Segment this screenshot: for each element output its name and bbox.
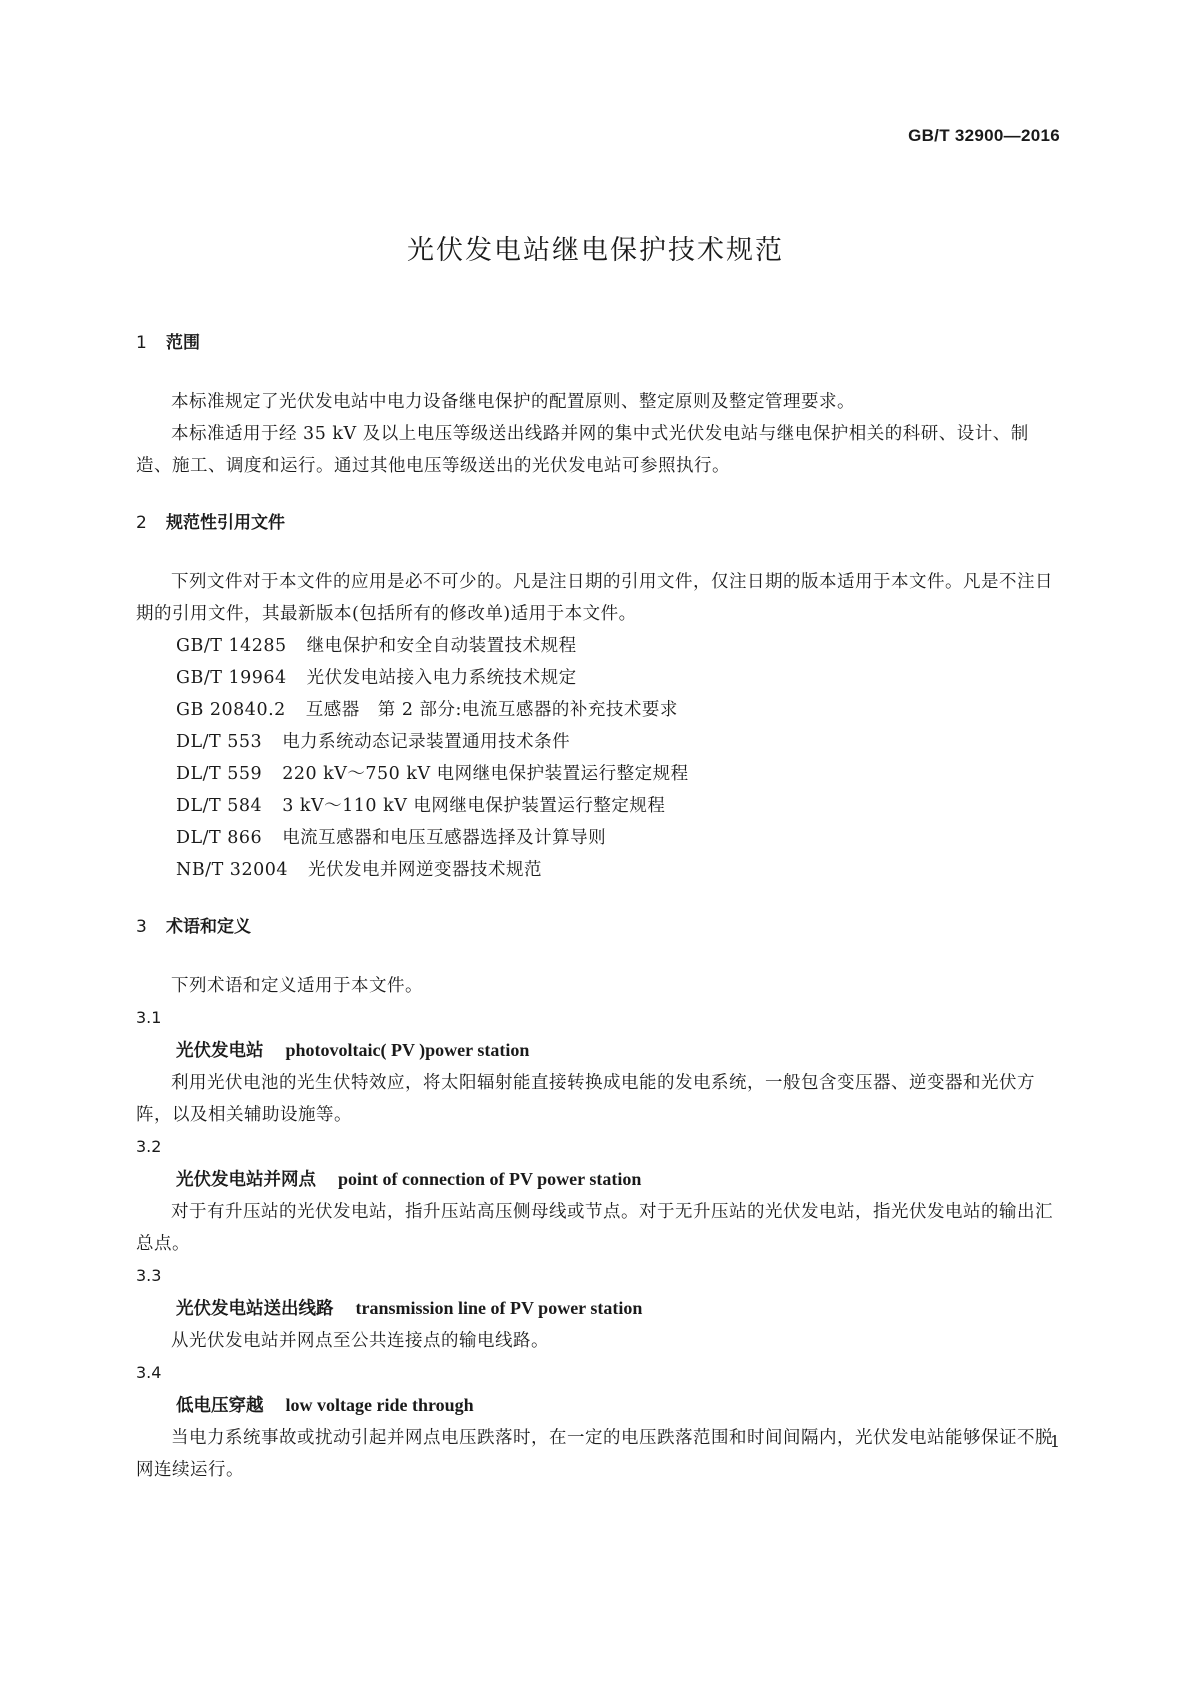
reference-item (136, 726, 1056, 758)
term-heading (136, 1034, 1056, 1067)
reference-title: 电流互感器和电压互感器选择及计算导则 (282, 828, 607, 848)
section-heading-scope (136, 330, 1056, 356)
reference-code: DL/T 584 (176, 796, 263, 816)
reference-item (136, 662, 1056, 694)
document-body (136, 330, 1056, 1486)
reference-title: 继电保护和安全自动装置技术规程 (306, 636, 577, 656)
reference-item (136, 694, 1056, 726)
scope-paragraph: 本标准适用于经 35 kV 及以上电压等级送出线路并网的集中式光伏发电站与继电保护相关的科研、设计、制造、施工、调度和运行。通过其他电压等级送出的光伏发电站可参照执行。 (136, 424, 1029, 476)
term-name-zh: 低电压穿越 (176, 1396, 264, 1416)
term-definition: 从光伏发电站并网点至公共连接点的输电线路。 (171, 1331, 549, 1351)
reference-title: 220 kV～750 kV 电网继电保护装置运行整定规程 (282, 764, 689, 784)
term-number: 3.4 (136, 1363, 162, 1382)
reference-code: GB/T 19964 (176, 668, 287, 688)
reference-item (136, 854, 1056, 886)
reference-title: 光伏发电站接入电力系统技术规定 (306, 668, 577, 688)
reference-title: 3 kV～110 kV 电网继电保护装置运行整定规程 (282, 796, 666, 816)
terms-intro: 下列术语和定义适用于本文件。 (171, 976, 423, 996)
document-title: 光伏发电站继电保护技术规范 (407, 235, 784, 266)
term-name-zh: 光伏发电站 (176, 1041, 264, 1061)
reference-code: NB/T 32004 (176, 860, 288, 880)
term-number: 3.3 (136, 1266, 162, 1285)
section-title: 范围 (166, 333, 200, 353)
reference-code: DL/T 553 (176, 732, 263, 752)
term-number: 3.1 (136, 1008, 162, 1027)
term-name-en: low voltage ride through (285, 1395, 474, 1415)
reference-item (136, 790, 1056, 822)
reference-item (136, 630, 1056, 662)
reference-title: 电力系统动态记录装置通用技术条件 (282, 732, 571, 752)
term-name-en: photovoltaic( PV )power station (285, 1040, 530, 1060)
section-title: 规范性引用文件 (166, 513, 285, 533)
term-heading (136, 1292, 1056, 1325)
section-number: 2 (136, 513, 147, 533)
term-name-zh: 光伏发电站送出线路 (176, 1299, 334, 1319)
section-heading-terms (136, 914, 1056, 940)
page-number: 1 (1049, 1432, 1060, 1451)
reference-code: GB 20840.2 (176, 700, 286, 720)
term-name-en: point of connection of PV power station (338, 1169, 642, 1189)
term-heading (136, 1163, 1056, 1196)
section-heading-references (136, 510, 1056, 536)
standard-id: GB/T 32900—2016 (908, 126, 1060, 145)
reference-code: GB/T 14285 (176, 636, 287, 656)
section-title: 术语和定义 (166, 917, 251, 937)
reference-code: DL/T 559 (176, 764, 263, 784)
reference-item (136, 822, 1056, 854)
reference-item (136, 758, 1056, 790)
term-name-zh: 光伏发电站并网点 (176, 1170, 316, 1190)
term-definition: 对于有升压站的光伏发电站，指升压站高压侧母线或节点。对于无升压站的光伏发电站，指光伏发电站的输出汇总点。 (136, 1202, 1053, 1254)
section-number: 1 (136, 333, 147, 353)
term-definition: 当电力系统事故或扰动引起并网点电压跌落时，在一定的电压跌落范围和时间间隔内，光伏发电站能够保证不脱网连续运行。 (136, 1428, 1053, 1480)
section-number: 3 (136, 917, 147, 937)
term-number: 3.2 (136, 1137, 162, 1156)
reference-title: 互感器 第 2 部分:电流互感器的补充技术要求 (305, 700, 678, 720)
term-definition: 利用光伏电池的光生伏特效应，将太阳辐射能直接转换成电能的发电系统，一般包含变压器、逆变器和光伏方阵，以及相关辅助设施等。 (136, 1073, 1035, 1125)
reference-code: DL/T 866 (176, 828, 263, 848)
term-name-en: transmission line of PV power station (355, 1298, 643, 1318)
reference-title: 光伏发电并网逆变器技术规范 (307, 860, 542, 880)
references-intro: 下列文件对于本文件的应用是必不可少的。凡是注日期的引用文件，仅注日期的版本适用于本文件。凡是不注日期的引用文件，其最新版本(包括所有的修改单)适用于本文件。 (136, 572, 1053, 624)
term-heading (136, 1389, 1056, 1422)
scope-paragraph: 本标准规定了光伏发电站中电力设备继电保护的配置原则、整定原则及整定管理要求。 (171, 392, 855, 412)
